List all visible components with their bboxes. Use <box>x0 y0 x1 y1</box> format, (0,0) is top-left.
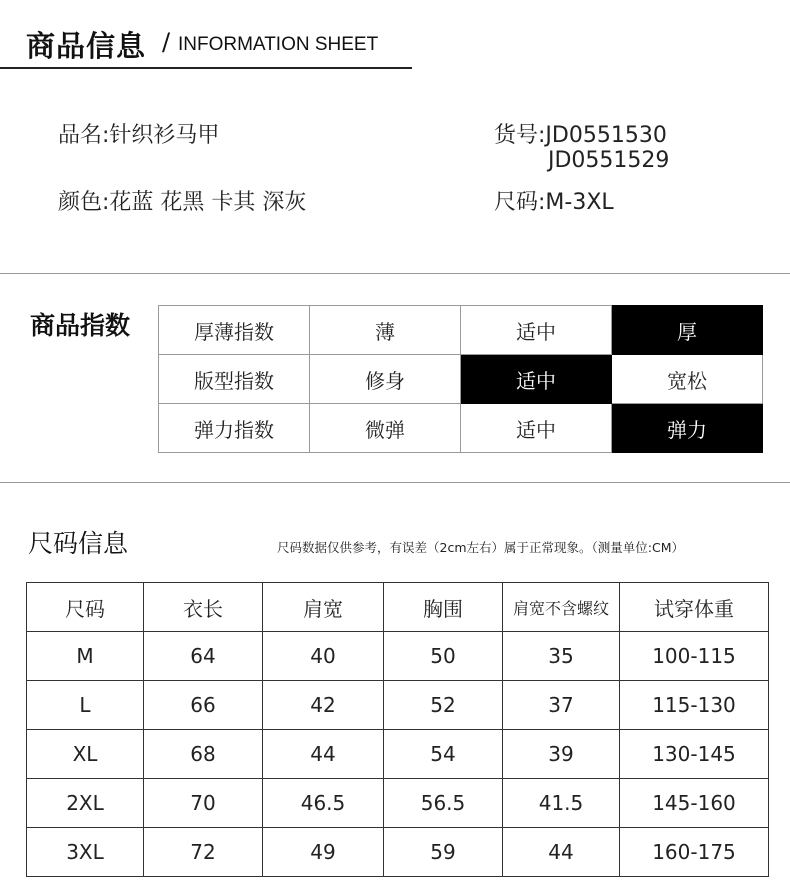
index-option: 微弹 <box>310 404 461 453</box>
product-code: 货号:JD0551530 <box>494 123 667 148</box>
size-table-cell: 2XL <box>27 779 144 828</box>
size-table-cell: 72 <box>144 828 263 877</box>
size-table-cell: 160-175 <box>620 828 769 877</box>
size-table-cell: 35 <box>503 632 620 681</box>
index-option: 薄 <box>310 306 461 355</box>
size-table-cell: 68 <box>144 730 263 779</box>
size-table-body <box>27 632 769 877</box>
index-row-label: 弹力指数 <box>159 404 310 453</box>
size-table-cell: 66 <box>144 681 263 730</box>
index-option: 宽松 <box>612 355 763 404</box>
size-table-cell: 64 <box>144 632 263 681</box>
size-table-cell: 44 <box>263 730 384 779</box>
size-table-cell: 42 <box>263 681 384 730</box>
index-option: 修身 <box>310 355 461 404</box>
size-table-row <box>27 730 769 779</box>
index-row <box>159 404 763 453</box>
size-table-cell: 54 <box>384 730 503 779</box>
size-table-cell: 130-145 <box>620 730 769 779</box>
index-option: 厚 <box>612 306 763 355</box>
size-table-header-cell: 肩宽 <box>263 583 384 632</box>
size-table-row <box>27 632 769 681</box>
product-name: 品名:针织衫马甲 <box>58 123 220 148</box>
section-divider <box>0 482 790 483</box>
product-index-table <box>158 305 763 453</box>
index-row <box>159 306 763 355</box>
header-underline <box>0 67 412 69</box>
size-table-header-cell: 衣长 <box>144 583 263 632</box>
size-table <box>26 582 769 877</box>
size-note: 尺码数据仅供参考，有误差（2cm左右）属于正常现象。（测量单位:CM） <box>277 540 684 555</box>
index-section-title: 商品指数 <box>30 311 131 340</box>
size-table-cell: M <box>27 632 144 681</box>
index-option: 适中 <box>461 355 612 404</box>
size-table-row <box>27 779 769 828</box>
product-colors: 颜色:花蓝 花黑 卡其 深灰 <box>58 190 307 215</box>
size-table-cell: 100-115 <box>620 632 769 681</box>
size-table-cell: 70 <box>144 779 263 828</box>
product-size-range: 尺码:M-3XL <box>494 190 614 215</box>
size-table-cell: 56.5 <box>384 779 503 828</box>
index-row-label: 版型指数 <box>159 355 310 404</box>
index-option: 适中 <box>461 404 612 453</box>
index-option: 适中 <box>461 306 612 355</box>
size-table-row <box>27 681 769 730</box>
index-option: 弹力 <box>612 404 763 453</box>
size-table-cell: 49 <box>263 828 384 877</box>
size-table-cell: 145-160 <box>620 779 769 828</box>
product-code-second: JD0551529 <box>548 148 670 173</box>
size-table-header-cell: 胸围 <box>384 583 503 632</box>
size-table-cell: 59 <box>384 828 503 877</box>
size-table-cell: L <box>27 681 144 730</box>
size-table-header-cell: 试穿体重 <box>620 583 769 632</box>
page-subtitle: INFORMATION SHEET <box>178 34 379 55</box>
section-divider <box>0 273 790 274</box>
size-table-cell: 39 <box>503 730 620 779</box>
size-table-cell: 3XL <box>27 828 144 877</box>
size-section-title: 尺码信息 <box>28 529 129 558</box>
size-table-cell: 44 <box>503 828 620 877</box>
size-table-cell: 40 <box>263 632 384 681</box>
size-table-cell: 41.5 <box>503 779 620 828</box>
size-table-cell: 50 <box>384 632 503 681</box>
index-row <box>159 355 763 404</box>
size-table-header-cell: 肩宽不含螺纹 <box>503 583 620 632</box>
size-table-cell: 115-130 <box>620 681 769 730</box>
size-table-header <box>27 583 769 632</box>
title-slash: / <box>162 28 171 56</box>
size-table-row <box>27 828 769 877</box>
size-table-cell: 46.5 <box>263 779 384 828</box>
size-table-header-cell: 尺码 <box>27 583 144 632</box>
index-table-body <box>159 306 763 453</box>
size-table-cell: XL <box>27 730 144 779</box>
index-row-label: 厚薄指数 <box>159 306 310 355</box>
size-table-cell: 37 <box>503 681 620 730</box>
size-table-cell: 52 <box>384 681 503 730</box>
page-title: 商品信息 <box>26 29 147 63</box>
